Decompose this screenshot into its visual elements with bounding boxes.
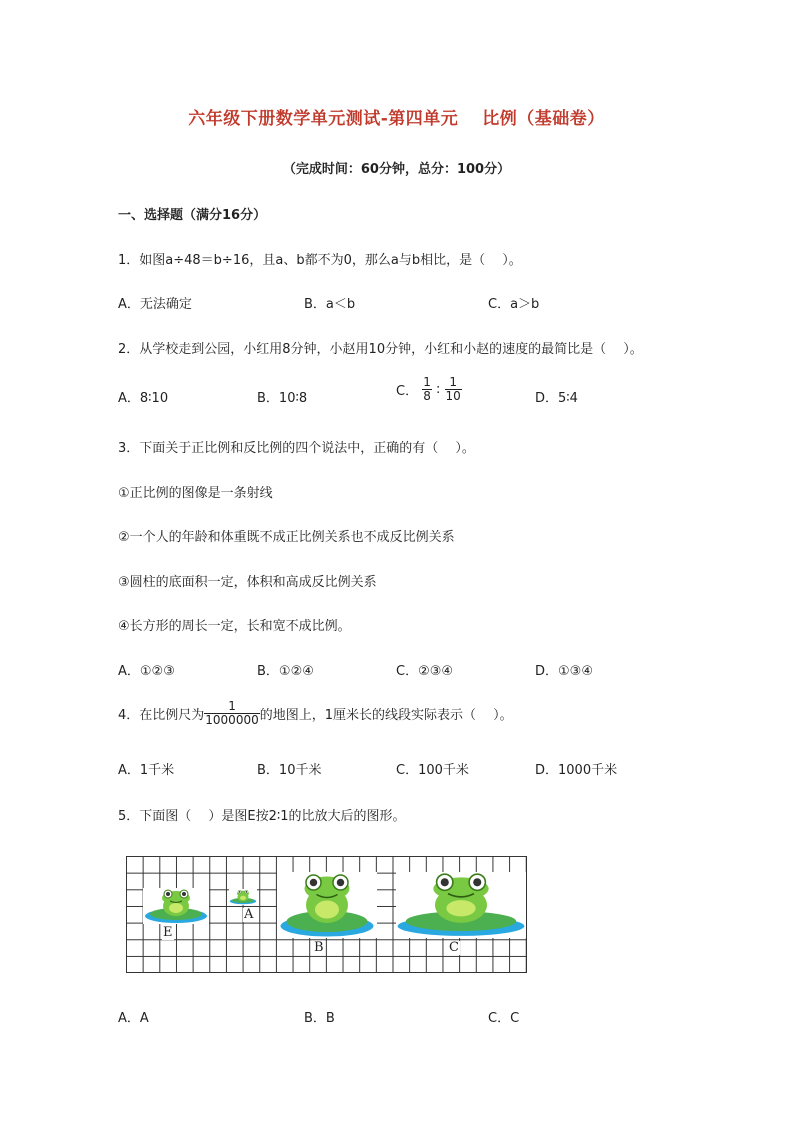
denominator: 10 <box>445 389 461 404</box>
q3-statement-2: ②一个人的年龄和体重既不成正比例关系也不成反比例关系 <box>118 530 455 545</box>
q1-option-c: C．a＞b <box>488 297 540 312</box>
q4-option-c: C．100千米 <box>396 763 469 778</box>
question-4 <box>118 700 513 727</box>
q3-option-d: D．①③④ <box>535 664 593 679</box>
q1-option-a: A．无法确定 <box>118 297 192 312</box>
q3-option-b: B．①②④ <box>257 664 314 679</box>
scale-fraction <box>204 700 259 727</box>
page-title: 六年级下册数学单元测试-第四单元 比例（基础卷） <box>188 109 605 129</box>
q2-option-a: A．8∶10 <box>118 391 169 406</box>
q4-option-b: B．10千米 <box>257 763 322 778</box>
q2-option-c-prefix: C． <box>396 384 419 400</box>
q3-option-a: A．①②③ <box>118 664 175 679</box>
q4-option-a: A．1千米 <box>118 763 175 778</box>
question-5: 5．下面图（ ）是图E按2∶1的比放大后的图形。 <box>118 809 406 824</box>
question-1: 1．如图a÷48＝b÷16，且a、b都不为0，那么a与b相比，是（ ）。 <box>118 253 522 268</box>
denominator: 1000000 <box>205 713 259 728</box>
figure-label-c: C <box>449 940 459 955</box>
numerator: 1 <box>204 700 259 714</box>
q2-option-d: D．5∶4 <box>535 391 578 406</box>
numerator: 1 <box>445 376 462 390</box>
question-3: 3．下面关于正比例和反比例的四个说法中，正确的有（ ）。 <box>118 441 475 456</box>
figure-label-e: E <box>163 925 173 940</box>
q4-stem-end: 的地图上，1厘米长的线段实际表示（ ）。 <box>259 708 513 724</box>
question-2: 2．从学校走到公园，小红用8分钟，小赵用10分钟，小红和小赵的速度的最简比是（ ）。 <box>118 342 643 357</box>
numerator: 1 <box>423 375 431 389</box>
q4-stem-start: 4．在比例尺为 <box>118 708 205 724</box>
frog-image-a <box>229 889 257 905</box>
q2-option-b: B．10∶8 <box>257 391 308 406</box>
q3-option-c: C．②③④ <box>396 664 454 679</box>
exam-info: （完成时间：60分钟，总分：100分） <box>282 162 511 177</box>
figure-label-a: A <box>244 907 254 922</box>
figure-label-b: B <box>314 940 324 955</box>
q1-option-b: B．a＜b <box>304 297 356 312</box>
frog-image-c <box>396 872 526 938</box>
frog-image-e <box>143 888 209 924</box>
q2-option-c <box>396 376 462 403</box>
q5-option-a: A．A <box>118 1011 149 1026</box>
ratio-separator: : <box>436 382 441 398</box>
q3-statement-4: ④长方形的周长一定，长和宽不成比例。 <box>118 619 351 634</box>
section-heading: 一、选择题（满分16分） <box>118 208 267 223</box>
fraction-one-eighth <box>422 376 432 403</box>
denominator: 8 <box>423 389 431 404</box>
frog-image-b <box>277 872 377 938</box>
q4-option-d: D．1000千米 <box>535 763 618 778</box>
q5-option-b: B．B <box>304 1011 335 1026</box>
q3-statement-3: ③圆柱的底面积一定，体积和高成反比例关系 <box>118 575 377 590</box>
q3-statement-1: ①正比例的图像是一条射线 <box>118 486 273 501</box>
fraction-one-tenth <box>445 376 462 403</box>
q5-option-c: C．C <box>488 1011 520 1026</box>
